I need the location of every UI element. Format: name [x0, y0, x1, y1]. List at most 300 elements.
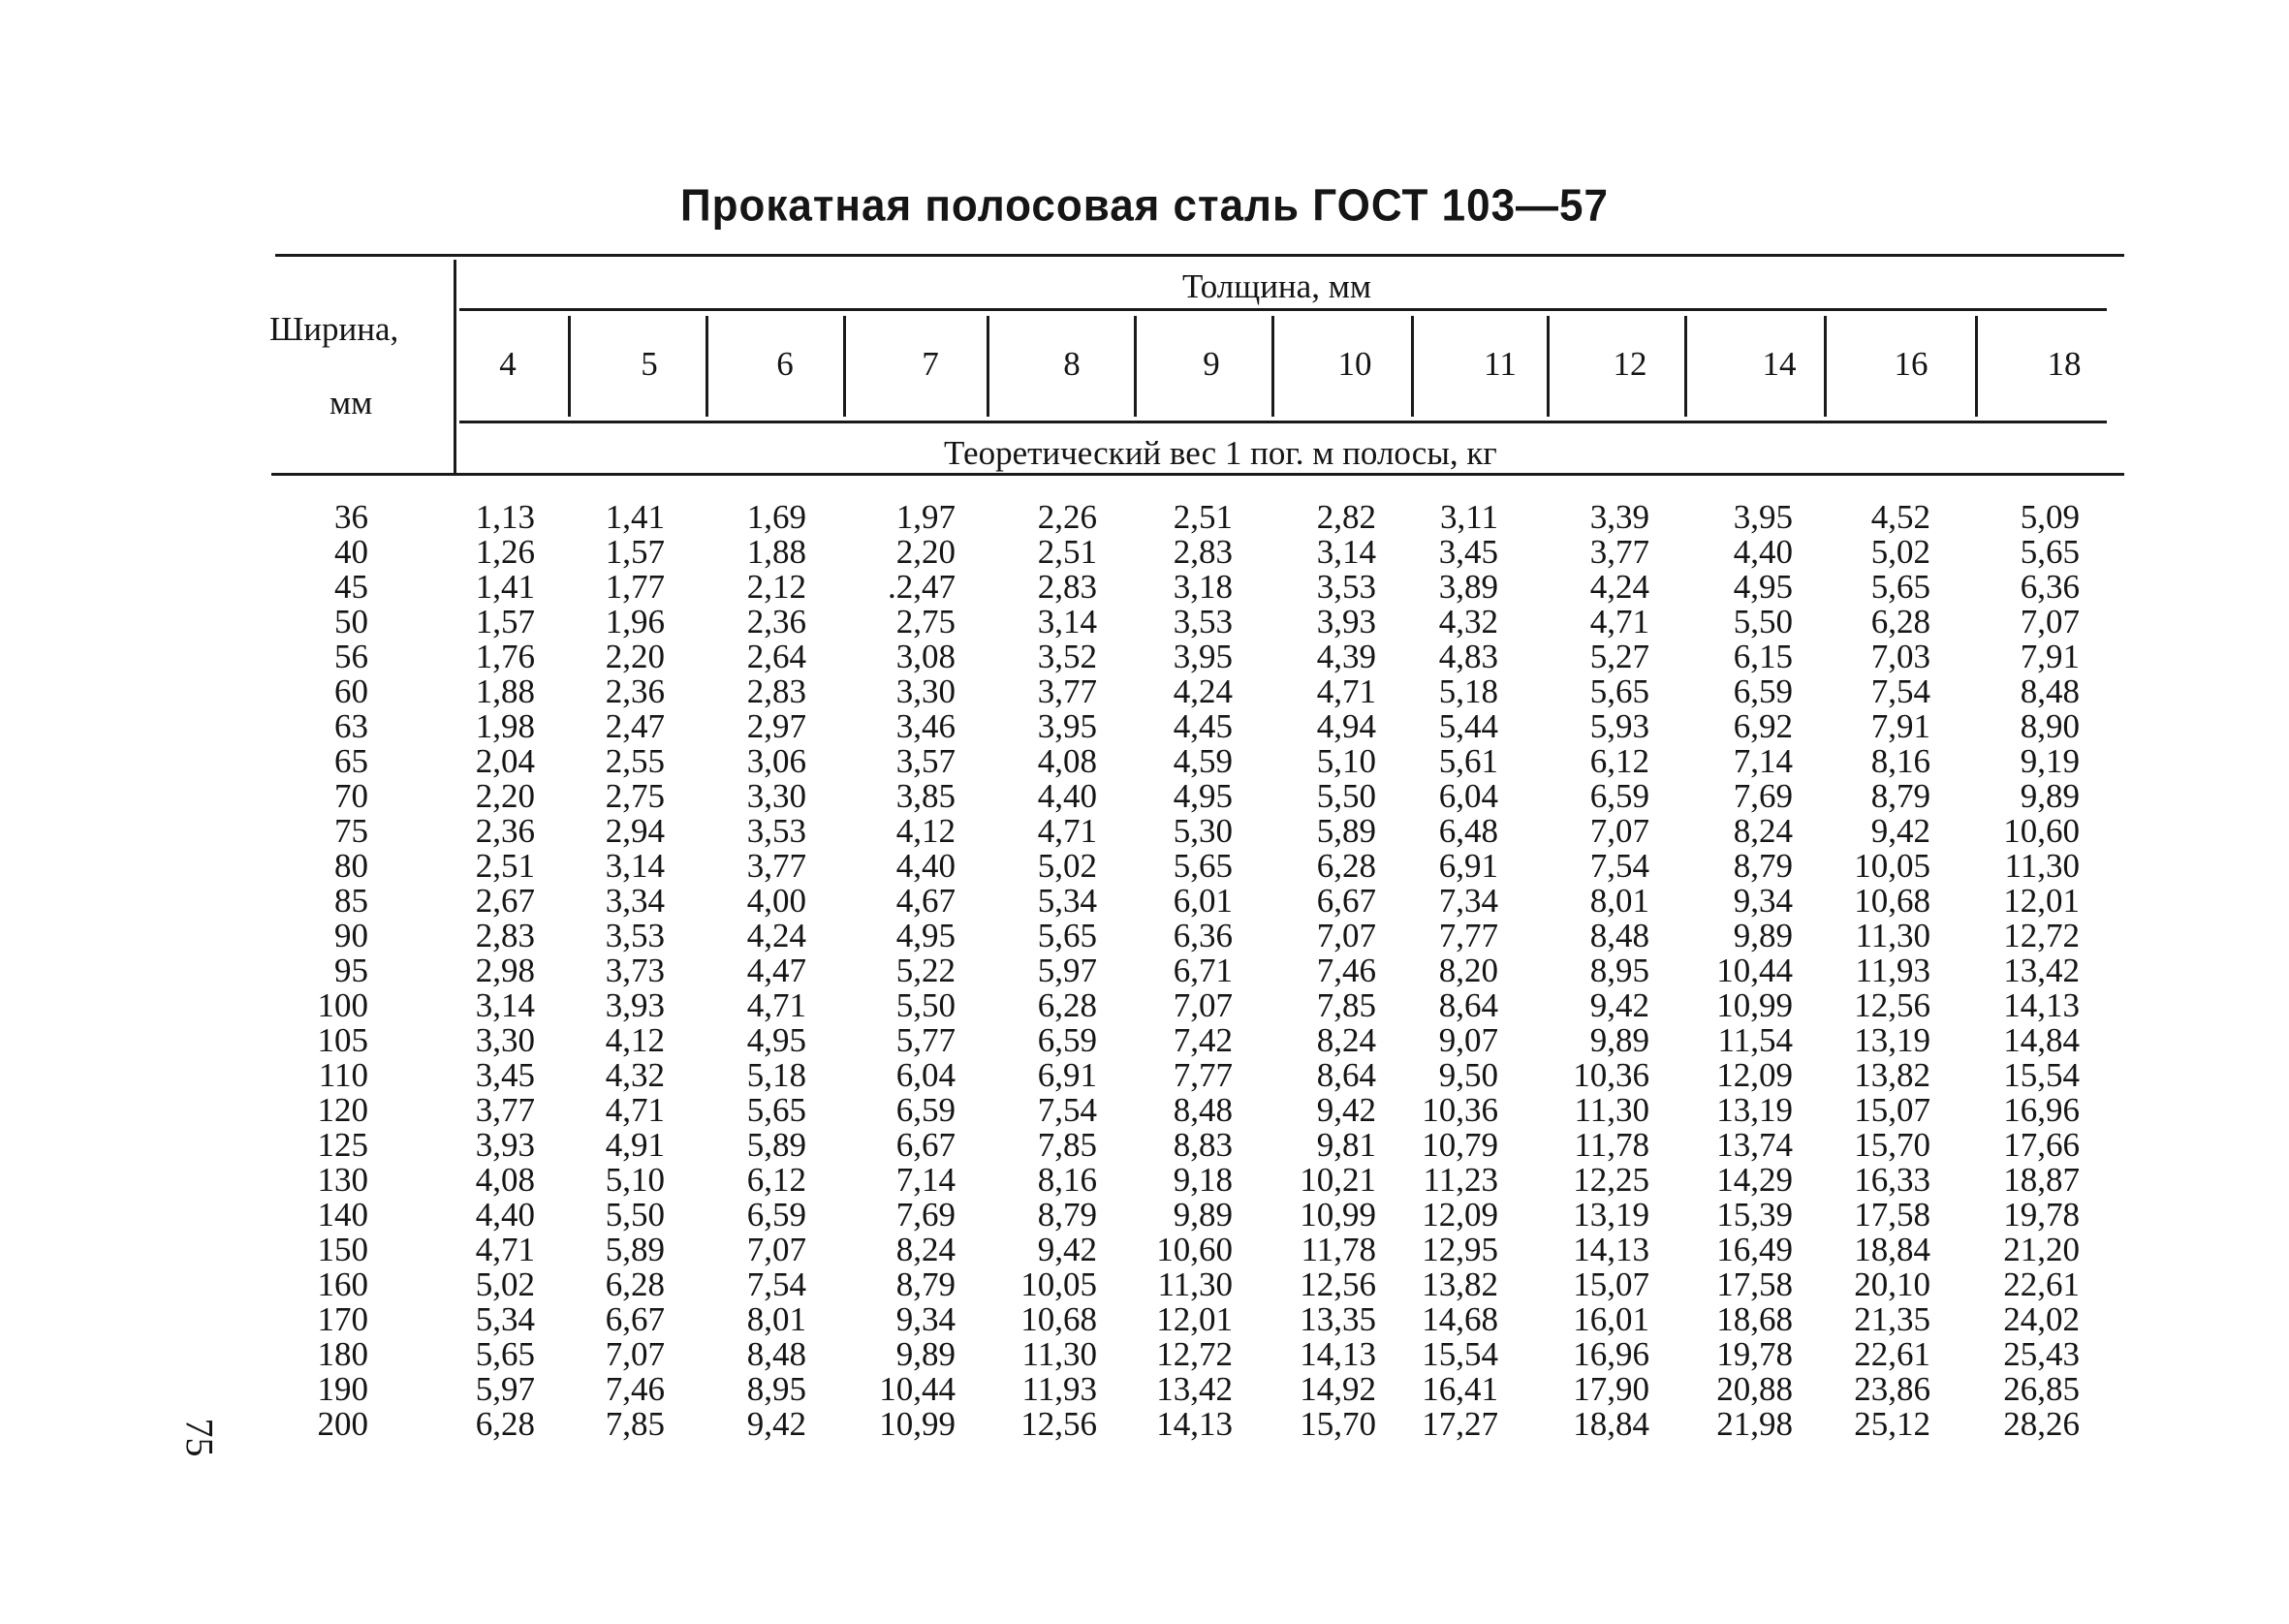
weight-cell: 6,01	[1173, 882, 1233, 920]
table-row	[291, 1198, 2132, 1233]
weight-cell: 8,64	[1438, 986, 1498, 1024]
weight-cell: 15,07	[1854, 1091, 1930, 1129]
weight-cell: 7,54	[1037, 1091, 1097, 1129]
weight-cell: 7,69	[1733, 777, 1793, 815]
weight-cell: 7,54	[1589, 847, 1649, 885]
weight-cell: 7,91	[1870, 707, 1930, 745]
weight-cell: 2,98	[475, 952, 535, 989]
weight-cell: 6,91	[1438, 847, 1498, 885]
weight-cell: 3,30	[746, 777, 806, 815]
weight-cell: 1,41	[475, 568, 535, 606]
weight-cell: 3,73	[605, 952, 665, 989]
weight-cell: 3,30	[895, 672, 956, 710]
weight-cell: 6,67	[895, 1126, 956, 1164]
thickness-header-6: 6	[776, 345, 794, 383]
weight-cell: 7,07	[605, 1335, 665, 1373]
weight-cell: 12,56	[1020, 1405, 1097, 1443]
weight-cell: 3,53	[605, 917, 665, 954]
weight-cell: 16,33	[1854, 1161, 1930, 1199]
weight-cell: 12,72	[1156, 1335, 1233, 1373]
weight-cell: 11,30	[1021, 1335, 1097, 1373]
weight-cell: 13,19	[1854, 1021, 1930, 1059]
width-cell: 56	[334, 638, 368, 675]
weight-cell: 11,78	[1301, 1231, 1376, 1268]
weight-cell: 10,99	[1716, 986, 1793, 1024]
weight-cell: 17,58	[1716, 1265, 1793, 1303]
weight-cell: 1,76	[475, 638, 535, 675]
weight-cell: 8,16	[1037, 1161, 1097, 1199]
weight-cell: 4,08	[475, 1161, 535, 1199]
weight-cell: 18,84	[1854, 1231, 1930, 1268]
table-row	[291, 674, 2132, 709]
weight-cell: 2,75	[605, 777, 665, 815]
weight-cell: 9,42	[1037, 1231, 1097, 1268]
thickness-header-4: 4	[499, 345, 517, 383]
weight-cell: 7,85	[605, 1405, 665, 1443]
weight-cell: 7,46	[605, 1370, 665, 1408]
weight-cell: 16,01	[1573, 1300, 1649, 1338]
weight-cell: 1,57	[605, 533, 665, 571]
weight-cell: 2,97	[746, 707, 806, 745]
weight-cell: 4,71	[605, 1091, 665, 1129]
weight-cell: 3,18	[1173, 568, 1233, 606]
weight-cell: 4,91	[605, 1126, 665, 1164]
weight-cell: 6,04	[895, 1056, 956, 1094]
weight-cell: 2,51	[475, 847, 535, 885]
weight-cell: 25,43	[2003, 1335, 2080, 1373]
table-row	[291, 605, 2132, 640]
weight-cell: 13,82	[1854, 1056, 1930, 1094]
weight-cell: 9,89	[1733, 917, 1793, 954]
weight-cell: 5,30	[1173, 812, 1233, 850]
weight-cell: 21,98	[1716, 1405, 1793, 1443]
weight-cell: 8,79	[1037, 1196, 1097, 1234]
weight-cell: 6,28	[1316, 847, 1376, 885]
weight-cell: 25,12	[1854, 1405, 1930, 1443]
thickness-divider	[568, 316, 571, 417]
weight-cell: 11,93	[1855, 952, 1930, 989]
weight-cell: 11,30	[1855, 917, 1930, 954]
weight-cell: 1,69	[746, 498, 806, 536]
width-cell: 95	[334, 952, 368, 989]
weight-cell: 8,79	[1870, 777, 1930, 815]
thickness-divider	[1411, 316, 1414, 417]
thickness-header-12: 12	[1613, 345, 1647, 383]
width-cell: 65	[334, 742, 368, 780]
weight-cell: 3,14	[1316, 533, 1376, 571]
weight-cell: 4,40	[1733, 533, 1793, 571]
weight-cell: 5,89	[746, 1126, 806, 1164]
weight-cell: 12,09	[1716, 1056, 1793, 1094]
weight-cell: 1,41	[605, 498, 665, 536]
weight-cell: 6,15	[1733, 638, 1793, 675]
weight-cell: 5,50	[895, 986, 956, 1024]
weight-cell: 8,24	[1316, 1021, 1376, 1059]
weight-cell: 4,71	[1589, 603, 1649, 640]
weight-cell: 5,34	[475, 1300, 535, 1338]
weight-cell: 9,19	[2020, 742, 2080, 780]
weight-cell: 1,13	[475, 498, 535, 536]
weight-cell: 19,78	[2003, 1196, 2080, 1234]
weight-cell: 8,48	[1173, 1091, 1233, 1129]
thickness-rule	[459, 308, 2107, 311]
table-row	[291, 1372, 2132, 1407]
width-cell: 50	[334, 603, 368, 640]
weight-cell: 15,54	[1422, 1335, 1498, 1373]
weight-cell: 9,42	[746, 1405, 806, 1443]
weight-cell: 11,93	[1021, 1370, 1097, 1408]
weight-cell: 2,51	[1037, 533, 1097, 571]
weight-cell: 3,95	[1173, 638, 1233, 675]
weight-cell: 4,45	[1173, 707, 1233, 745]
weight-cell: 4,52	[1870, 498, 1930, 536]
weight-cell: 12,56	[1854, 986, 1930, 1024]
header-vertical-rule	[454, 260, 456, 475]
thickness-header-9: 9	[1203, 345, 1220, 383]
weight-cell: 3,53	[1316, 568, 1376, 606]
weight-cell: 10,99	[879, 1405, 956, 1443]
weight-cell: 7,91	[2020, 638, 2080, 675]
weight-cell: 8,20	[1438, 952, 1498, 989]
width-cell: 190	[317, 1370, 368, 1408]
weight-cell: 4,12	[895, 812, 956, 850]
weight-cell: 15,07	[1573, 1265, 1649, 1303]
thickness-divider	[1134, 316, 1137, 417]
weight-cell: 8,01	[746, 1300, 806, 1338]
weight-cell: 9,89	[1173, 1196, 1233, 1234]
weight-cell: 17,90	[1573, 1370, 1649, 1408]
weight-cell: 9,89	[1589, 1021, 1649, 1059]
weight-cell: 10,44	[1716, 952, 1793, 989]
weight-cell: 7,85	[1316, 986, 1376, 1024]
weight-cell: 5,18	[746, 1056, 806, 1094]
table-row	[291, 1093, 2132, 1128]
weight-cell: 2,82	[1316, 498, 1376, 536]
table-row	[291, 535, 2132, 570]
weight-cell: 2,83	[1173, 533, 1233, 571]
width-label-line2: мм	[329, 384, 373, 422]
weight-cell: 2,47	[605, 707, 665, 745]
weight-cell: 8,48	[1589, 917, 1649, 954]
weight-cell: 13,42	[1156, 1370, 1233, 1408]
page-number: 75	[177, 1418, 222, 1457]
weight-cell: 2,67	[475, 882, 535, 920]
weight-cell: 21,20	[2003, 1231, 2080, 1268]
weight-cell: 12,01	[2003, 882, 2080, 920]
weight-cell: 5,61	[1438, 742, 1498, 780]
weight-cell: 10,05	[1020, 1265, 1097, 1303]
weight-cell: 4,95	[1173, 777, 1233, 815]
weight-cell: 7,77	[1438, 917, 1498, 954]
weight-cell: 19,78	[1716, 1335, 1793, 1373]
weight-cell: 6,36	[1173, 917, 1233, 954]
weight-cell: 6,71	[1173, 952, 1233, 989]
weight-cell: 4,24	[1589, 568, 1649, 606]
weight-cell: 22,61	[1854, 1335, 1930, 1373]
weight-cell: 20,88	[1716, 1370, 1793, 1408]
weight-cell: 26,85	[2003, 1370, 2080, 1408]
weight-cell: 5,65	[2020, 533, 2080, 571]
weight-cell: 12,72	[2003, 917, 2080, 954]
weight-cell: 9,18	[1173, 1161, 1233, 1199]
weight-cell: 4,71	[1316, 672, 1376, 710]
weight-cell: 10,36	[1573, 1056, 1649, 1094]
weight-cell: 5,65	[1870, 568, 1930, 606]
table-row	[291, 814, 2132, 849]
weight-cell: 12,01	[1156, 1300, 1233, 1338]
table-row	[291, 640, 2132, 674]
thickness-header-10: 10	[1337, 345, 1372, 383]
weight-cell: 3,85	[895, 777, 956, 815]
weight-cell: 4,39	[1316, 638, 1376, 675]
weight-cell: 6,28	[1870, 603, 1930, 640]
weight-cell: 2,75	[895, 603, 956, 640]
thickness-header-18: 18	[2047, 345, 2082, 383]
width-cell: 160	[317, 1265, 368, 1303]
table-row	[291, 779, 2132, 814]
weight-cell: 7,07	[1316, 917, 1376, 954]
weight-cell: 3,77	[475, 1091, 535, 1129]
weight-cell: 10,21	[1300, 1161, 1376, 1199]
table-row	[291, 1233, 2132, 1267]
weight-cell: 6,28	[475, 1405, 535, 1443]
weight-cell: 11,30	[1157, 1265, 1233, 1303]
width-cell: 70	[334, 777, 368, 815]
weight-cell: 18,84	[1573, 1405, 1649, 1443]
weight-cell: 16,96	[2003, 1091, 2080, 1129]
weight-cell: 24,02	[2003, 1300, 2080, 1338]
weight-cell: 15,70	[1300, 1405, 1376, 1443]
weight-cell: 8,95	[746, 1370, 806, 1408]
weight-cell: 4,95	[895, 917, 956, 954]
width-cell: 45	[334, 568, 368, 606]
weight-cell: 14,84	[2003, 1021, 2080, 1059]
weight-cell: 6,12	[1589, 742, 1649, 780]
weight-cell: 1,88	[475, 672, 535, 710]
table-row	[291, 1128, 2132, 1163]
weight-cell: 14,13	[1156, 1405, 1233, 1443]
weight-cell: 18,68	[1716, 1300, 1793, 1338]
weight-cell: 1,26	[475, 533, 535, 571]
weight-cell: 3,39	[1589, 498, 1649, 536]
weight-cell: 17,66	[2003, 1126, 2080, 1164]
weight-cell: 3,89	[1438, 568, 1498, 606]
table-row	[291, 1023, 2132, 1058]
thickness-divider	[1271, 316, 1274, 417]
thickness-divider	[987, 316, 989, 417]
weight-cell: 5,89	[1316, 812, 1376, 850]
weight-cell: 2,64	[746, 638, 806, 675]
weight-cell: 10,68	[1020, 1300, 1097, 1338]
table-row	[291, 570, 2132, 605]
thickness-divider	[1547, 316, 1550, 417]
weight-cell: 5,65	[746, 1091, 806, 1129]
thickness-header-11: 11	[1484, 345, 1517, 383]
weight-cell: 16,49	[1716, 1231, 1793, 1268]
thickness-divider	[1684, 316, 1687, 417]
weight-cell: 2,36	[605, 672, 665, 710]
weight-cell: 4,83	[1438, 638, 1498, 675]
weight-cell: 1,98	[475, 707, 535, 745]
weight-cell: 4,47	[746, 952, 806, 989]
weight-cell: 6,59	[746, 1196, 806, 1234]
weight-cell: 10,99	[1300, 1196, 1376, 1234]
weight-cell: 5,97	[475, 1370, 535, 1408]
weight-cell: 7,54	[746, 1265, 806, 1303]
weight-cell: 7,07	[1173, 986, 1233, 1024]
weight-cell: 4,71	[1037, 812, 1097, 850]
weight-cell: 14,92	[1300, 1370, 1376, 1408]
width-cell: 36	[334, 498, 368, 536]
weight-cell: 20,10	[1854, 1265, 1930, 1303]
weight-cell: 6,67	[1316, 882, 1376, 920]
thickness-label: Толщина, мм	[1182, 267, 1371, 305]
weight-cell: 2,26	[1037, 498, 1097, 536]
weight-cell: 3,45	[475, 1056, 535, 1094]
weight-cell: 1,57	[475, 603, 535, 640]
width-cell: 130	[317, 1161, 368, 1199]
weight-cell: 8,24	[895, 1231, 956, 1268]
weight-cell: 1,96	[605, 603, 665, 640]
width-cell: 140	[317, 1196, 368, 1234]
weight-cell: 18,87	[2003, 1161, 2080, 1199]
weight-cell: 3,95	[1733, 498, 1793, 536]
weight-cell: 8,95	[1589, 952, 1649, 989]
weight-cell: 12,09	[1422, 1196, 1498, 1234]
width-label-line1: Ширина,	[269, 310, 399, 348]
weight-cell: 7,07	[2020, 603, 2080, 640]
table-row	[291, 500, 2132, 535]
weight-cell: 8,16	[1870, 742, 1930, 780]
weight-cell: 3,06	[746, 742, 806, 780]
weight-cell: 9,42	[1316, 1091, 1376, 1129]
weight-cell: 2,83	[746, 672, 806, 710]
weight-cell: 5,89	[605, 1231, 665, 1268]
width-cell: 75	[334, 812, 368, 850]
weight-cell: 11,30	[1574, 1091, 1649, 1129]
width-cell: 120	[317, 1091, 368, 1129]
weight-cell: 5,27	[1589, 638, 1649, 675]
weight-cell: 10,44	[879, 1370, 956, 1408]
weight-cell: 3,45	[1438, 533, 1498, 571]
weight-cell: 4,71	[746, 986, 806, 1024]
weight-cell: 12,56	[1300, 1265, 1376, 1303]
weight-cell: 3,46	[895, 707, 956, 745]
weight-cell: 3,77	[1589, 533, 1649, 571]
weight-cell: 3,34	[605, 882, 665, 920]
weight-cell: 4,00	[746, 882, 806, 920]
weight-cell: 6,59	[895, 1091, 956, 1129]
width-cell: 60	[334, 672, 368, 710]
weight-cell: 2,20	[605, 638, 665, 675]
weight-cell: 9,34	[1733, 882, 1793, 920]
weight-cell: 6,59	[1037, 1021, 1097, 1059]
weight-cell: 5,44	[1438, 707, 1498, 745]
table-row	[291, 953, 2132, 988]
weight-cell: 5,34	[1037, 882, 1097, 920]
weight-cell: 8,79	[895, 1265, 956, 1303]
weight-cell: 11,23	[1423, 1161, 1498, 1199]
weight-cell: 16,96	[1573, 1335, 1649, 1373]
thickness-divider	[843, 316, 846, 417]
weight-cell: 3,93	[1316, 603, 1376, 640]
weight-cell: 14,29	[1716, 1161, 1793, 1199]
weight-cell: 6,04	[1438, 777, 1498, 815]
weight-cell: 6,59	[1589, 777, 1649, 815]
weight-cell: 11,78	[1574, 1126, 1649, 1164]
thickness-divider	[1824, 316, 1827, 417]
weight-cell: 5,77	[895, 1021, 956, 1059]
weight-cell: 9,34	[895, 1300, 956, 1338]
weight-cell: 9,42	[1870, 812, 1930, 850]
top-rule	[275, 254, 2124, 257]
weight-cell: 3,52	[1037, 638, 1097, 675]
weight-cell: 7,46	[1316, 952, 1376, 989]
weight-cell: 4,71	[475, 1231, 535, 1268]
weight-cell: 3,08	[895, 638, 956, 675]
weight-cell: 3,77	[1037, 672, 1097, 710]
weight-cell: 12,95	[1422, 1231, 1498, 1268]
width-cell: 125	[317, 1126, 368, 1164]
weight-cell: 5,10	[605, 1161, 665, 1199]
weight-cell: 1,88	[746, 533, 806, 571]
weight-cell: 15,70	[1854, 1126, 1930, 1164]
weight-cell: 6,28	[605, 1265, 665, 1303]
weight-cell: 1,77	[605, 568, 665, 606]
weight-cell: 10,05	[1854, 847, 1930, 885]
weight-cell: 9,50	[1438, 1056, 1498, 1094]
weight-cell: 14,13	[1573, 1231, 1649, 1268]
weight-cell: 3,57	[895, 742, 956, 780]
weight-cell: 4,67	[895, 882, 956, 920]
weight-cell: 6,12	[746, 1161, 806, 1199]
table-row	[291, 1302, 2132, 1337]
thickness-divider	[1975, 316, 1978, 417]
weight-cell: 15,39	[1716, 1196, 1793, 1234]
weight-cell: 9,07	[1438, 1021, 1498, 1059]
weight-cell: 21,35	[1854, 1300, 1930, 1338]
weight-cell: 7,85	[1037, 1126, 1097, 1164]
table-row	[291, 1163, 2132, 1198]
width-cell: 200	[317, 1405, 368, 1443]
table-row	[291, 1267, 2132, 1302]
weight-cell: 4,24	[746, 917, 806, 954]
weight-cell: 3,11	[1440, 498, 1498, 536]
weight-cell: 9,89	[2020, 777, 2080, 815]
thickness-header-16: 16	[1894, 345, 1928, 383]
weight-cell: 11,54	[1717, 1021, 1793, 1059]
weight-cell: 10,36	[1422, 1091, 1498, 1129]
weight-cell: 6,59	[1733, 672, 1793, 710]
weight-cell: 9,89	[895, 1335, 956, 1373]
thickness-divider	[706, 316, 708, 417]
weight-cell: 8,64	[1316, 1056, 1376, 1094]
weight-cell: 2,36	[746, 603, 806, 640]
weight-cell: 28,26	[2003, 1405, 2080, 1443]
weight-cell: 13,19	[1716, 1091, 1793, 1129]
weight-cell: 5,10	[1316, 742, 1376, 780]
weight-cell: 7,07	[746, 1231, 806, 1268]
width-cell: 85	[334, 882, 368, 920]
width-cell: 80	[334, 847, 368, 885]
weight-cell: 8,48	[2020, 672, 2080, 710]
weight-cell: 3,93	[605, 986, 665, 1024]
weight-cell: 5,02	[1037, 847, 1097, 885]
table-row	[291, 1407, 2132, 1442]
weight-cell: 8,79	[1733, 847, 1793, 885]
weight-cell: 13,19	[1573, 1196, 1649, 1234]
weight-cell: 5,18	[1438, 672, 1498, 710]
